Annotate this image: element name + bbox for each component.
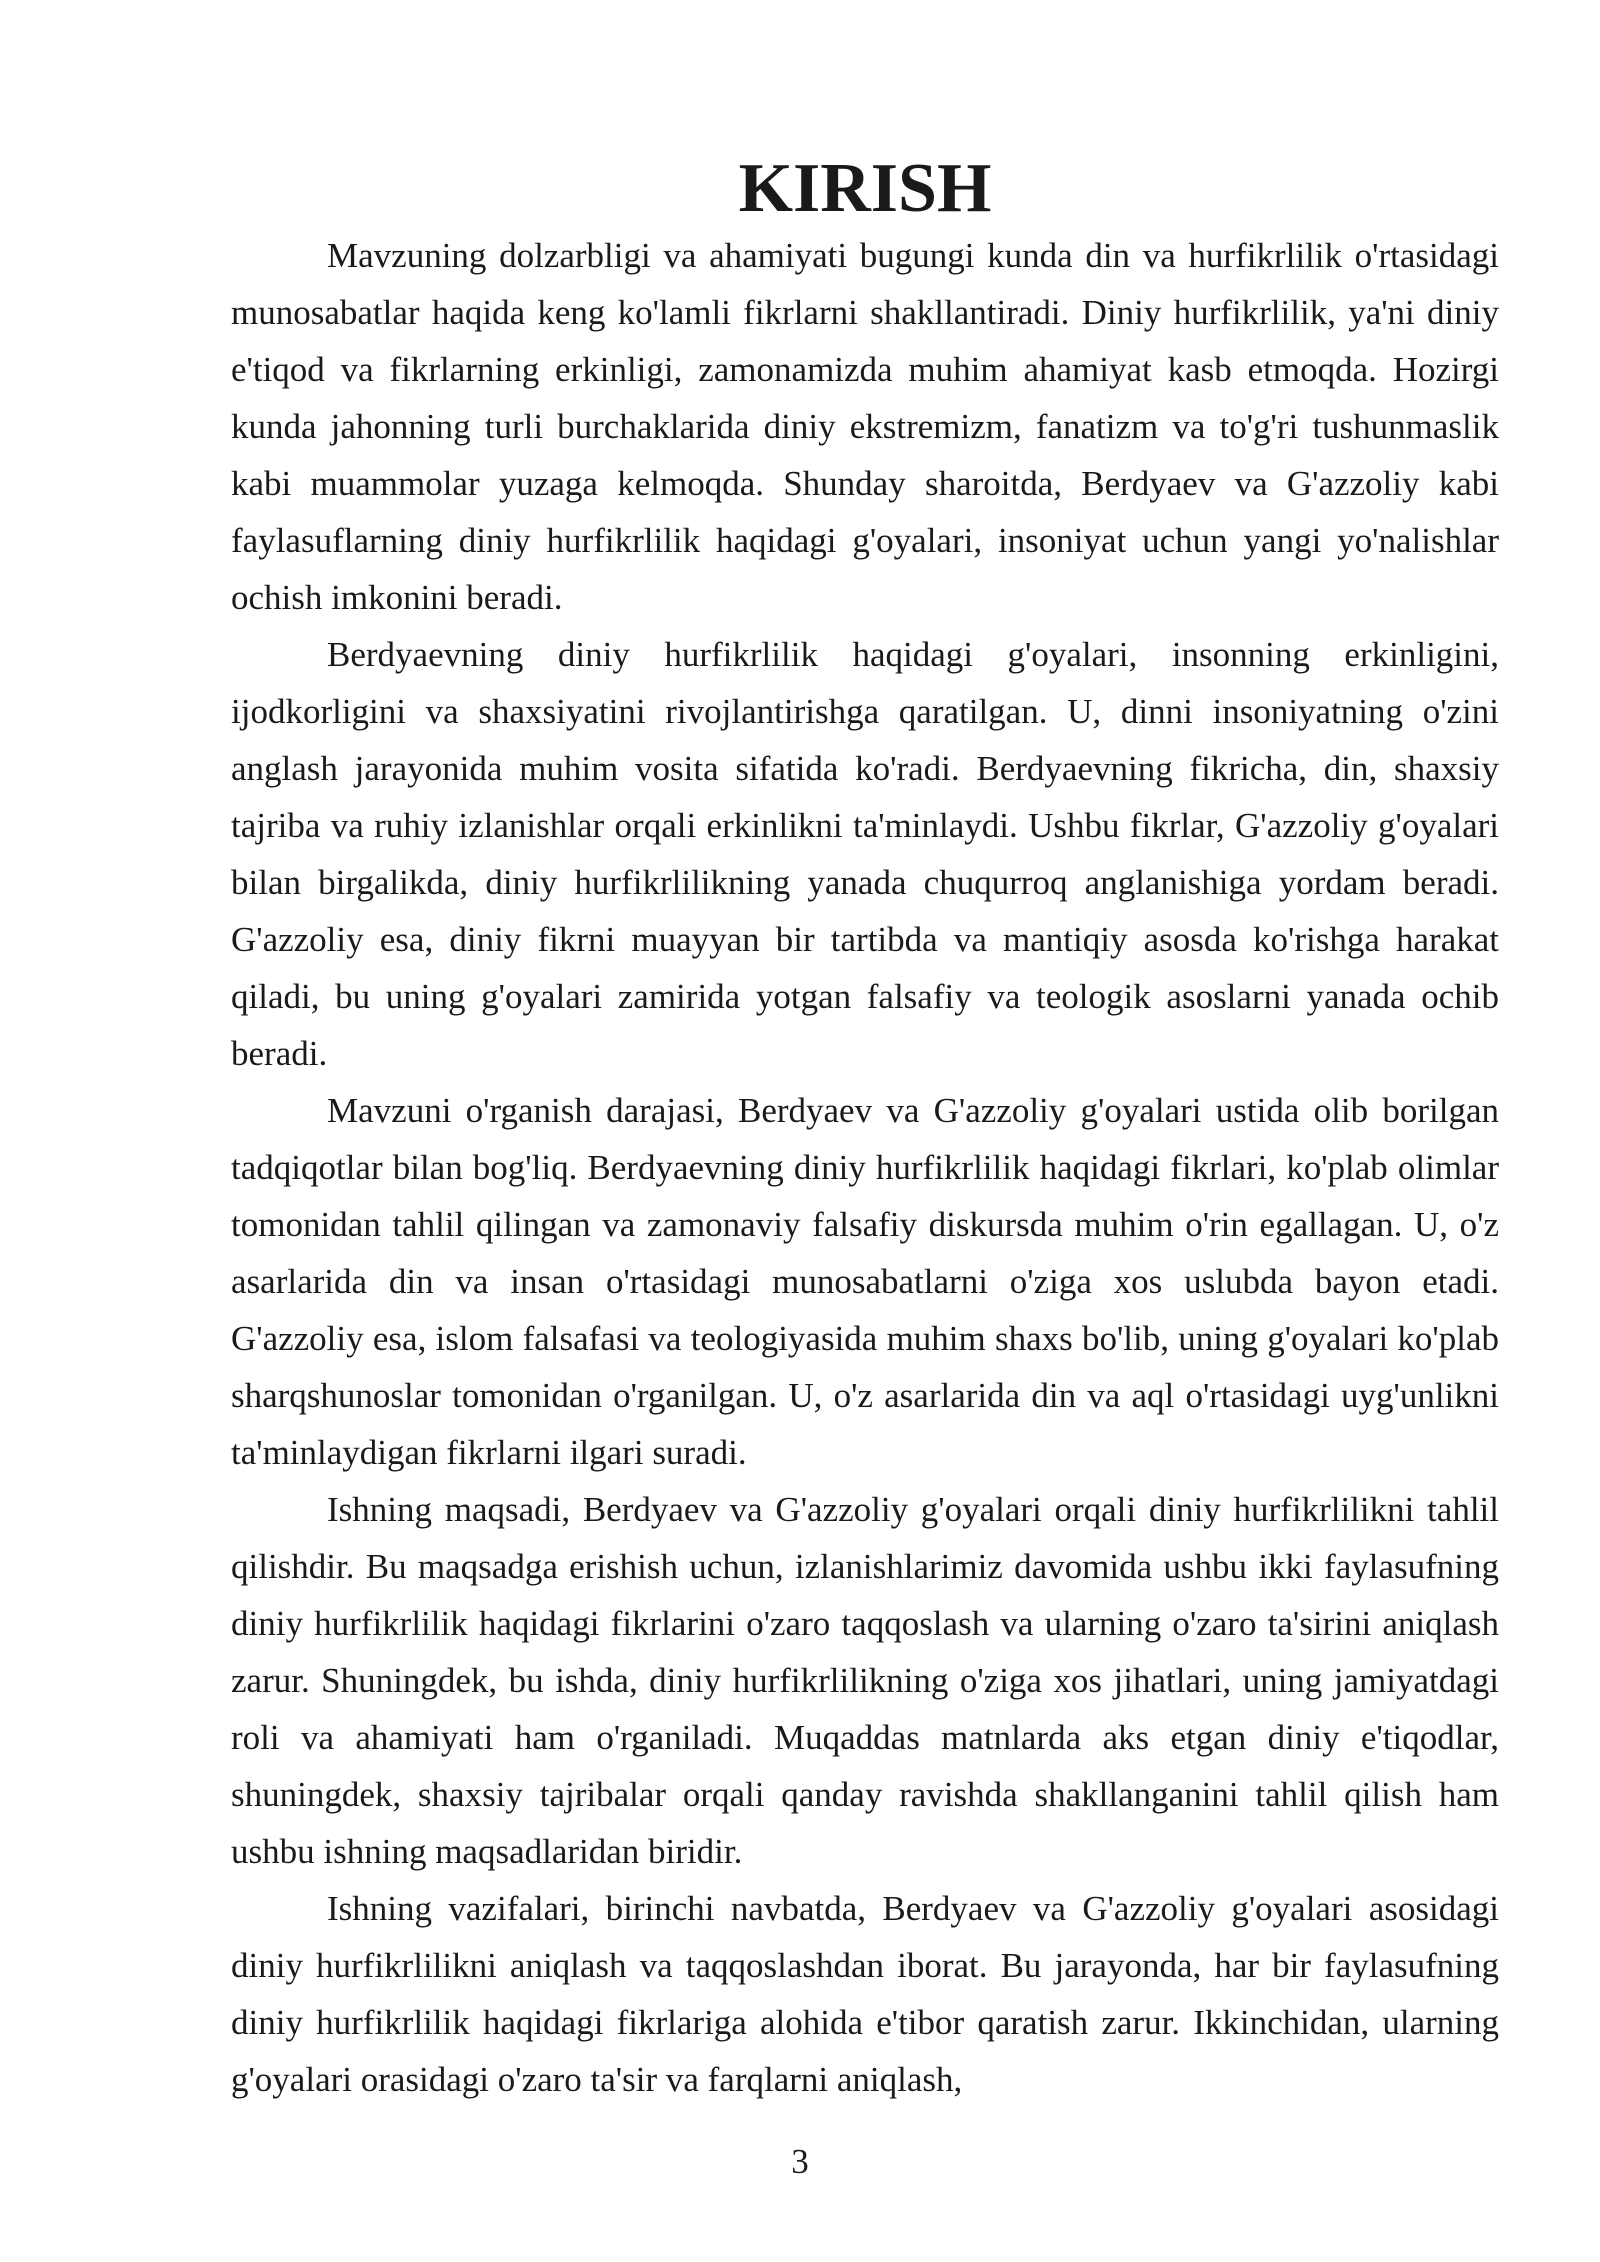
paragraph-work-goal: Ishning maqsadi, Berdyaev va G'azzoliy g'oyalari orqali diniy hurfikrlilikni tahlil qilishdir. Bu maqsadga erishish uchun, izlanishlarimiz davomida ushbu ikki faylasufning diniy hurfikrlilik haqidagi fikrlarini o'zaro taqqoslash va ularning o'zaro ta'sirini aniqlash zarur. Shuningdek, bu ishda, diniy hurfikrlilikning o'ziga xos jihatlari, uning jamiyatdagi roli va ahamiyati ham o'rganiladi. Muqaddas matnlarda aks etgan diniy e'tiqodlar, shuningdek, shaxsiy tajribalar orqali qanday ravishda shakllanganini tahlil qilish ham ushbu ishning maqsadlaridan biridir. [231, 1490, 1499, 1871]
paragraph-work-tasks: Ishning vazifalari, birinchi navbatda, Berdyaev va G'azzoliy g'oyalari asosidagi diniy hurfikrlilikni aniqlash va taqqoslashdan iborat. Bu jarayonda, har bir faylasufning diniy hurfikrlilik haqidagi fikrlariga alohida e'tibor qaratish zarur. Ikkinchidan, ularning g'oyalari orasidagi o'zaro ta'sir va farqlarni aniqlash, [231, 1889, 1499, 2099]
paragraph-relevance: Mavzuning dolzarbligi va ahamiyati bugungi kunda din va hurfikrlilik o'rtasidagi munosabatlar haqida keng ko'lamli fikrlarni shakllantiradi. Diniy hurfikrlilik, ya'ni diniy e'tiqod va fikrlarning erkinligi, zamonamizda muhim ahamiyat kasb etmoqda. Hozirgi kunda jahonning turli burchaklarida diniy ekstremizm, fanatizm va to'g'ri tushunmaslik kabi muammolar yuzaga kelmoqda. Shunday sharoitda, Berdyaev va G'azzoliy kabi faylasuflarning diniy hurfikrlilik haqidagi g'oyalari, insoniyat uchun yangi yo'nalishlar ochish imkonini beradi. [231, 236, 1499, 617]
section-title: KIRISH [738, 150, 992, 227]
page-number: 3 [791, 2142, 809, 2181]
paragraph-berdyaev-ideas: Berdyaevning diniy hurfikrlilik haqidagi g'oyalari, insonning erkinligini, ijodkorligini va shaxsiyatini rivojlantirishga qaratilgan. U, dinni insoniyatning o'zini anglash jarayonida muhim vosita sifatida ko'radi. Berdyaevning fikricha, din, shaxsiy tajriba va ruhiy izlanishlar orqali erkinlikni ta'minlaydi. Ushbu fikrlar, G'azzoliy g'oyalari bilan birgalikda, diniy hurfikrlilikning yanada chuqurroq anglanishiga yordam beradi. G'azzoliy esa, diniy fikrni muayyan bir tartibda va mantiqiy asosda ko'rishga harakat qiladi, bu uning g'oyalari zamirida yotgan falsafiy va teologik asoslarni yanada ochib beradi. [231, 635, 1499, 1073]
page-body [231, 150, 1499, 2108]
paragraph-study-level: Mavzuni o'rganish darajasi, Berdyaev va G'azzoliy g'oyalari ustida olib borilgan tadqiqotlar bilan bog'liq. Berdyaevning diniy hurfikrlilik haqidagi fikrlari, ko'plab olimlar tomonidan tahlil qilingan va zamonaviy falsafiy diskursda muhim o'rin egallagan. U, o'z asarlarida din va insan o'rtasidagi munosabatlarni o'ziga xos uslubda bayon etadi. G'azzoliy esa, islom falsafasi va teologiyasida muhim shaxs bo'lib, uning g'oyalari ko'plab sharqshunoslar tomonidan o'rganilgan. U, o'z asarlarida din va aql o'rtasidagi uyg'unlikni ta'minlaydigan fikrlarni ilgari suradi. [231, 1091, 1499, 1472]
